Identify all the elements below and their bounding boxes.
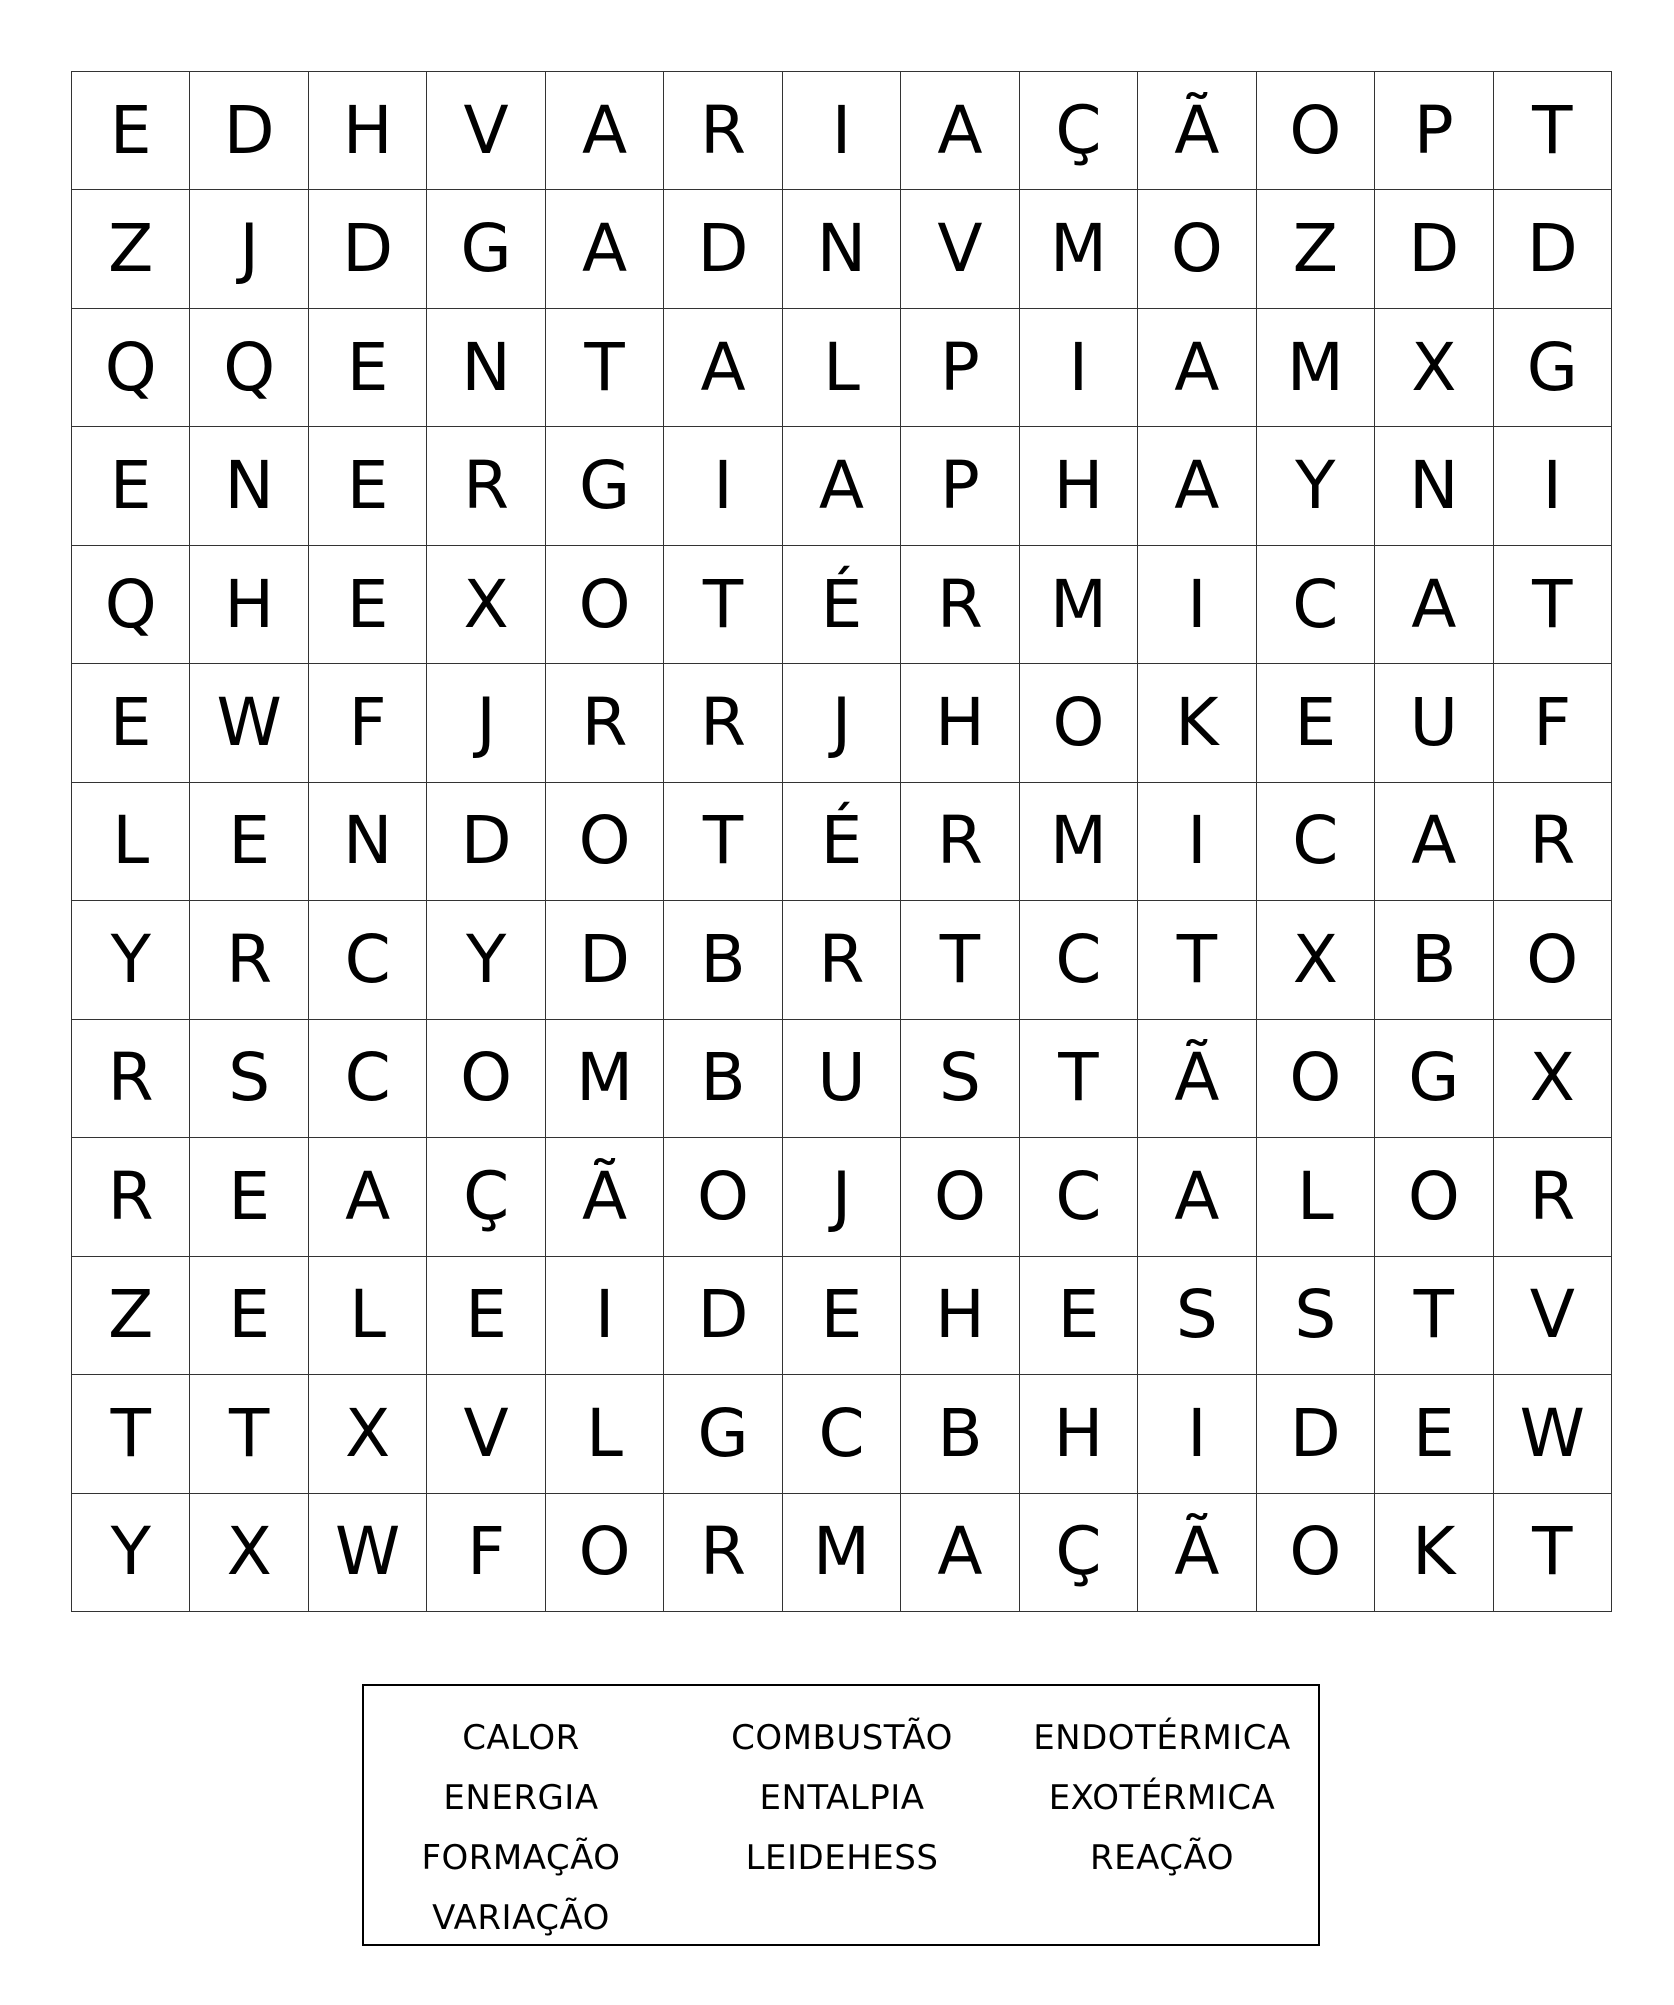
grid-cell[interactable]: Ã [1138, 1494, 1256, 1612]
grid-cell[interactable]: T [1020, 1020, 1138, 1138]
grid-cell[interactable]: H [901, 1257, 1019, 1375]
grid-cell[interactable]: H [1020, 427, 1138, 545]
grid-cell[interactable]: D [190, 72, 308, 190]
grid-cell[interactable]: Ã [546, 1138, 664, 1256]
grid-cell[interactable]: C [309, 901, 427, 1019]
word-list-box [362, 1684, 1320, 1946]
grid-cell[interactable]: G [1375, 1020, 1493, 1138]
grid-cell[interactable]: T [1138, 901, 1256, 1019]
grid-cell[interactable]: V [901, 190, 1019, 308]
grid-cell[interactable]: H [901, 664, 1019, 782]
grid-cell[interactable]: Ç [427, 1138, 545, 1256]
grid-cell[interactable]: T [901, 901, 1019, 1019]
grid-cell[interactable]: I [1494, 427, 1612, 545]
grid-cell[interactable]: S [1257, 1257, 1375, 1375]
grid-cell[interactable]: X [190, 1494, 308, 1612]
grid-cell[interactable]: L [546, 1375, 664, 1493]
grid-cell[interactable]: W [309, 1494, 427, 1612]
grid-cell[interactable]: Ç [1020, 72, 1138, 190]
grid-cell[interactable]: R [901, 546, 1019, 664]
grid-cell[interactable]: R [664, 664, 782, 782]
grid-cell[interactable]: Q [72, 546, 190, 664]
grid-cell[interactable]: A [783, 427, 901, 545]
grid-cell[interactable]: A [901, 72, 1019, 190]
grid-cell[interactable]: O [1257, 72, 1375, 190]
grid-cell[interactable]: I [783, 72, 901, 190]
grid-cell[interactable]: E [309, 546, 427, 664]
grid-cell[interactable]: E [1257, 664, 1375, 782]
grid-cell[interactable]: C [1257, 783, 1375, 901]
grid-cell[interactable]: J [783, 1138, 901, 1256]
grid-cell[interactable]: T [1375, 1257, 1493, 1375]
grid-cell[interactable]: D [309, 190, 427, 308]
grid-cell[interactable]: E [190, 1257, 308, 1375]
grid-cell[interactable]: Z [72, 190, 190, 308]
grid-cell[interactable]: A [1138, 309, 1256, 427]
grid-cell[interactable]: T [1494, 72, 1612, 190]
grid-cell[interactable]: T [546, 309, 664, 427]
grid-cell[interactable]: C [783, 1375, 901, 1493]
grid-cell[interactable]: R [427, 427, 545, 545]
word-item: VARIAÇÃO [432, 1898, 610, 1938]
grid-cell[interactable]: V [427, 72, 545, 190]
grid-cell[interactable]: E [427, 1257, 545, 1375]
grid-cell[interactable]: B [664, 1020, 782, 1138]
grid-cell[interactable]: Ã [1138, 1020, 1256, 1138]
grid-cell[interactable]: E [190, 783, 308, 901]
grid-cell[interactable]: T [664, 546, 782, 664]
grid-cell[interactable]: E [72, 427, 190, 545]
word-item: COMBUSTÃO [731, 1718, 953, 1758]
grid-cell[interactable]: I [664, 427, 782, 545]
word-item: CALOR [462, 1718, 580, 1758]
grid-cell[interactable]: I [1020, 309, 1138, 427]
grid-cell[interactable]: F [427, 1494, 545, 1612]
grid-cell[interactable]: R [1494, 1138, 1612, 1256]
grid-cell[interactable]: S [901, 1020, 1019, 1138]
grid-cell[interactable]: F [309, 664, 427, 782]
grid-cell[interactable]: T [72, 1375, 190, 1493]
grid-cell[interactable]: M [1020, 190, 1138, 308]
word-search-grid [71, 71, 1612, 1612]
grid-cell[interactable]: N [309, 783, 427, 901]
grid-cell[interactable]: M [1020, 783, 1138, 901]
grid-cell[interactable]: T [190, 1375, 308, 1493]
grid-cell[interactable]: L [1257, 1138, 1375, 1256]
word-item: ENTALPIA [759, 1778, 925, 1818]
grid-cell[interactable]: C [1020, 1138, 1138, 1256]
grid-cell[interactable]: G [427, 190, 545, 308]
grid-cell[interactable]: C [1020, 901, 1138, 1019]
grid-cell[interactable]: X [309, 1375, 427, 1493]
grid-cell[interactable]: E [190, 1138, 308, 1256]
grid-cell[interactable]: P [901, 309, 1019, 427]
word-item: ENDOTÉRMICA [1033, 1718, 1291, 1758]
grid-cell[interactable]: J [783, 664, 901, 782]
grid-cell[interactable]: H [190, 546, 308, 664]
grid-cell[interactable]: T [664, 783, 782, 901]
grid-cell[interactable]: O [1375, 1138, 1493, 1256]
grid-cell[interactable]: V [427, 1375, 545, 1493]
grid-cell[interactable]: D [546, 901, 664, 1019]
grid-cell[interactable]: R [901, 783, 1019, 901]
grid-cell[interactable]: H [1020, 1375, 1138, 1493]
grid-cell[interactable]: O [664, 1138, 782, 1256]
grid-cell[interactable]: O [1257, 1494, 1375, 1612]
word-item: LEIDEHESS [745, 1838, 939, 1878]
grid-cell[interactable]: A [546, 72, 664, 190]
grid-cell[interactable]: F [1494, 664, 1612, 782]
grid-cell[interactable]: E [72, 664, 190, 782]
grid-cell[interactable]: U [1375, 664, 1493, 782]
grid-cell[interactable]: B [664, 901, 782, 1019]
grid-cell[interactable]: X [1257, 901, 1375, 1019]
grid-cell[interactable]: G [1494, 309, 1612, 427]
grid-cell[interactable]: R [1494, 783, 1612, 901]
grid-cell[interactable]: N [1375, 427, 1493, 545]
grid-cell[interactable]: E [1375, 1375, 1493, 1493]
word-list-column [682, 1708, 1002, 1888]
grid-cell[interactable]: J [190, 190, 308, 308]
grid-cell[interactable]: E [72, 72, 190, 190]
grid-cell[interactable]: R [546, 664, 664, 782]
grid-cell[interactable]: D [664, 190, 782, 308]
grid-cell[interactable]: Y [72, 1494, 190, 1612]
grid-cell[interactable]: S [1138, 1257, 1256, 1375]
grid-cell[interactable]: X [1375, 309, 1493, 427]
grid-cell[interactable]: L [783, 309, 901, 427]
grid-cell[interactable]: M [1020, 546, 1138, 664]
grid-cell[interactable]: R [664, 1494, 782, 1612]
grid-cell[interactable]: K [1138, 664, 1256, 782]
grid-cell[interactable]: T [1494, 546, 1612, 664]
grid-cell[interactable]: N [190, 427, 308, 545]
grid-cell[interactable]: O [427, 1020, 545, 1138]
grid-cell[interactable]: O [1494, 901, 1612, 1019]
grid-cell[interactable]: X [1494, 1020, 1612, 1138]
grid-cell[interactable]: D [664, 1257, 782, 1375]
grid-cell[interactable]: N [783, 190, 901, 308]
grid-cell[interactable]: D [1494, 190, 1612, 308]
grid-cell[interactable]: O [901, 1138, 1019, 1256]
grid-cell[interactable]: W [190, 664, 308, 782]
grid-cell[interactable]: V [1494, 1257, 1612, 1375]
word-item: FORMAÇÃO [421, 1838, 621, 1878]
grid-cell[interactable]: D [1257, 1375, 1375, 1493]
grid-cell[interactable]: Q [190, 309, 308, 427]
grid-cell[interactable]: M [546, 1020, 664, 1138]
grid-cell[interactable]: É [783, 783, 901, 901]
grid-cell[interactable]: A [664, 309, 782, 427]
grid-cell[interactable]: L [309, 1257, 427, 1375]
grid-cell[interactable]: A [1138, 427, 1256, 545]
grid-cell[interactable]: Y [72, 901, 190, 1019]
grid-cell[interactable]: A [1138, 1138, 1256, 1256]
grid-cell[interactable]: K [1375, 1494, 1493, 1612]
grid-cell[interactable]: A [1375, 546, 1493, 664]
grid-cell[interactable]: R [664, 72, 782, 190]
grid-cell[interactable]: E [1020, 1257, 1138, 1375]
grid-cell[interactable]: L [72, 783, 190, 901]
grid-cell[interactable]: C [1257, 546, 1375, 664]
word-item: REAÇÃO [1090, 1838, 1234, 1878]
grid-cell[interactable]: Ã [1138, 72, 1256, 190]
grid-cell[interactable]: É [783, 546, 901, 664]
grid-cell[interactable]: H [309, 72, 427, 190]
grid-cell[interactable]: Y [427, 901, 545, 1019]
grid-cell[interactable]: A [1375, 783, 1493, 901]
grid-cell[interactable]: E [309, 309, 427, 427]
grid-cell[interactable]: O [1020, 664, 1138, 782]
grid-cell[interactable]: I [1138, 546, 1256, 664]
grid-cell[interactable]: M [1257, 309, 1375, 427]
grid-cell[interactable]: S [190, 1020, 308, 1138]
grid-cell[interactable]: W [1494, 1375, 1612, 1493]
grid-cell[interactable]: A [546, 190, 664, 308]
grid-cell[interactable]: N [427, 309, 545, 427]
word-list-column [1002, 1708, 1322, 1888]
word-list-column [361, 1708, 681, 1948]
grid-cell[interactable]: R [190, 901, 308, 1019]
grid-cell[interactable]: I [546, 1257, 664, 1375]
grid-cell[interactable]: B [1375, 901, 1493, 1019]
grid-cell[interactable]: P [1375, 72, 1493, 190]
grid-cell[interactable]: B [901, 1375, 1019, 1493]
grid-cell[interactable]: O [546, 783, 664, 901]
word-item: ENERGIA [443, 1778, 599, 1818]
grid-cell[interactable]: D [427, 783, 545, 901]
grid-cell[interactable]: Z [72, 1257, 190, 1375]
word-item: EXOTÉRMICA [1048, 1778, 1276, 1818]
grid-cell[interactable]: R [783, 901, 901, 1019]
grid-cell[interactable]: O [546, 546, 664, 664]
grid-cell[interactable]: E [783, 1257, 901, 1375]
grid-cell[interactable]: I [1138, 1375, 1256, 1493]
grid-cell[interactable]: R [72, 1020, 190, 1138]
grid-cell[interactable]: Q [72, 309, 190, 427]
grid-cell[interactable]: C [309, 1020, 427, 1138]
grid-cell[interactable]: I [1138, 783, 1256, 901]
grid-cell[interactable]: O [546, 1494, 664, 1612]
grid-cell[interactable]: M [783, 1494, 901, 1612]
grid-cell[interactable]: O [1257, 1020, 1375, 1138]
grid-cell[interactable]: D [1375, 190, 1493, 308]
grid-cell[interactable]: R [72, 1138, 190, 1256]
grid-cell[interactable]: A [309, 1138, 427, 1256]
grid-cell[interactable]: Y [1257, 427, 1375, 545]
grid-cell[interactable]: Z [1257, 190, 1375, 308]
grid-cell[interactable]: X [427, 546, 545, 664]
grid-cell[interactable]: U [783, 1020, 901, 1138]
grid-cell[interactable]: G [546, 427, 664, 545]
grid-cell[interactable]: J [427, 664, 545, 782]
grid-cell[interactable]: G [664, 1375, 782, 1493]
grid-cell[interactable]: Ç [1020, 1494, 1138, 1612]
grid-cell[interactable]: O [1138, 190, 1256, 308]
grid-cell[interactable]: P [901, 427, 1019, 545]
grid-cell[interactable]: T [1494, 1494, 1612, 1612]
grid-cell[interactable]: E [309, 427, 427, 545]
grid-cell[interactable]: A [901, 1494, 1019, 1612]
